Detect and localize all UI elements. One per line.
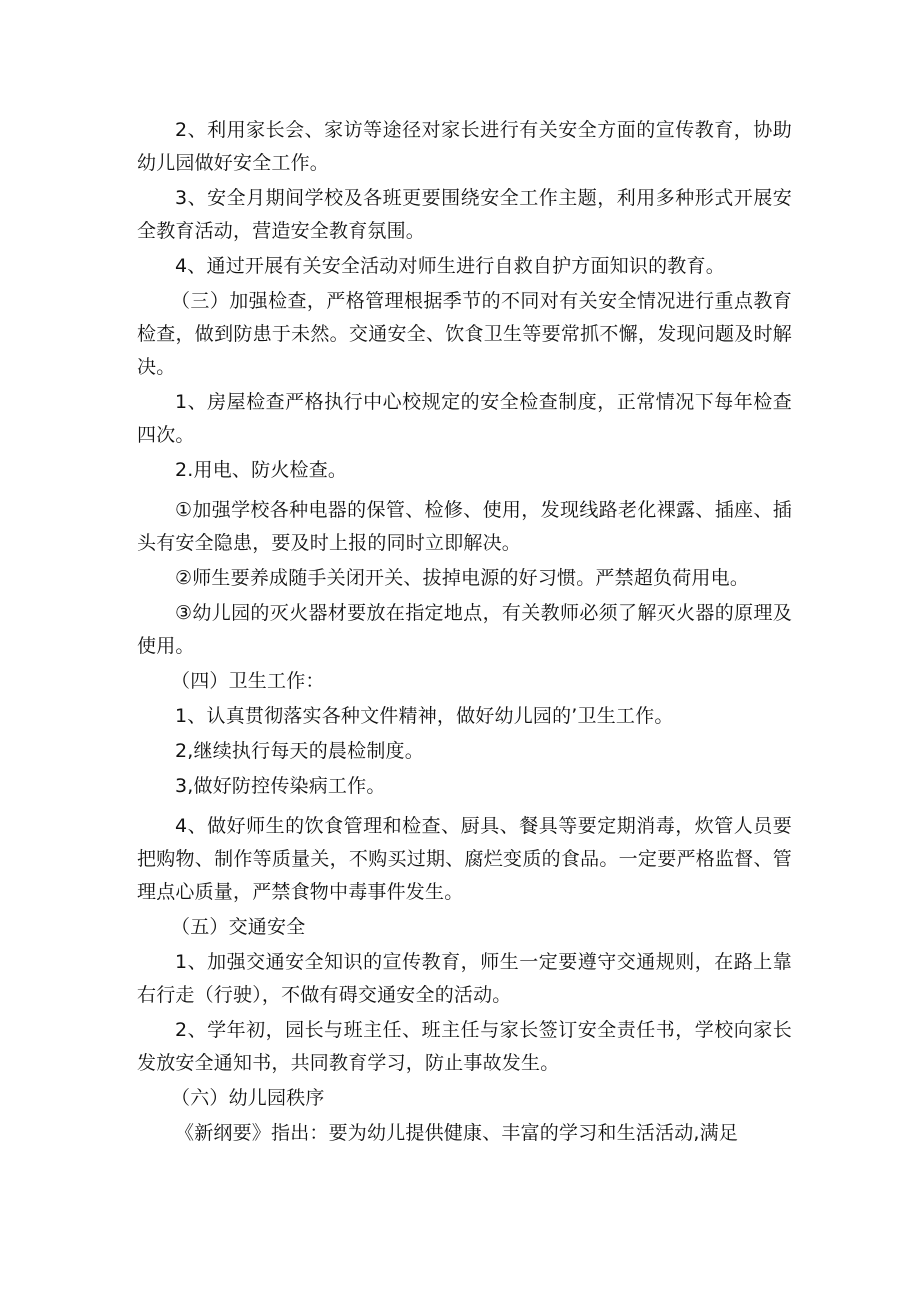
document-body xyxy=(137,114,792,1152)
paragraph-self-rescue: 4、通过开展有关安全活动对师生进行自救自护方面知识的教育。 xyxy=(175,255,725,277)
section-heading-inspection: （三）加强检查，严格管理根据季节的不同对有关安全情况进行重点教育检查，做到防患于未然。交通安全、饮食卫生等要常抓不懈，发现问题及时解决。 xyxy=(137,290,792,378)
paragraph-disease-control: 3,做好防控传染病工作。 xyxy=(175,775,386,797)
paragraph-building-inspection: 1、房屋检查严格执行中心校规定的安全检查制度，正常情况下每年检查四次。 xyxy=(137,391,792,446)
paragraph-traffic-education: 1、加强交通安全知识的宣传教育，师生一定要遵守交通规则，在路上靠右行走（行驶），不做有碍交通安全的活动。 xyxy=(137,951,792,1006)
section-heading-order: （六）幼儿园秩序 xyxy=(171,1087,325,1109)
paragraph-food-management: 4、做好师生的饮食管理和检查、厨具、餐具等要定期消毒，炊管人员要把购物、制作等质量关，不购买过期、腐烂变质的食品。一定要严格监督、管理点心质量，严禁食物中毒事件发生。 xyxy=(137,815,792,903)
paragraph-morning-check: 2,继续执行每天的晨检制度。 xyxy=(175,740,424,762)
paragraph-electric-fire: 2.用电、防火检查。 xyxy=(175,459,348,481)
paragraph-parent-education: 2、利用家长会、家访等途径对家长进行有关安全方面的宣传教育，协助幼儿园做好安全工作。 xyxy=(137,119,792,174)
paragraph-electric-maintenance: ①加强学校各种电器的保管、检修、使用，发现线路老化裸露、插座、插头有安全隐患，要及时上报的同时立即解决。 xyxy=(137,499,792,554)
section-heading-traffic: （五）交通安全 xyxy=(171,916,306,938)
paragraph-new-guideline: 《新纲要》指出：要为幼儿提供健康、丰富的学习和生活活动,满足 xyxy=(175,1122,739,1144)
paragraph-power-habits: ②师生要养成随手关闭开关、拔掉电源的好习惯。严禁超负荷用电。 xyxy=(175,567,750,589)
paragraph-hygiene-documents: 1、认真贯彻落实各种文件精神，做好幼儿园的’卫生工作。 xyxy=(175,705,674,727)
section-heading-hygiene: （四）卫生工作： xyxy=(171,670,325,692)
paragraph-safety-month: 3、安全月期间学校及各班更要围绕安全工作主题，利用多种形式开展安全教育活动，营造安全教育氛围。 xyxy=(137,187,792,242)
paragraph-responsibility-letter: 2、学年初，园长与班主任、班主任与家长签订安全责任书，学校向家长发放安全通知书，共同教育学习，防止事故发生。 xyxy=(137,1019,792,1074)
paragraph-fire-extinguisher: ③幼儿园的灭火器材要放在指定地点，有关教师必须了解灭火器的原理及使用。 xyxy=(137,602,792,657)
